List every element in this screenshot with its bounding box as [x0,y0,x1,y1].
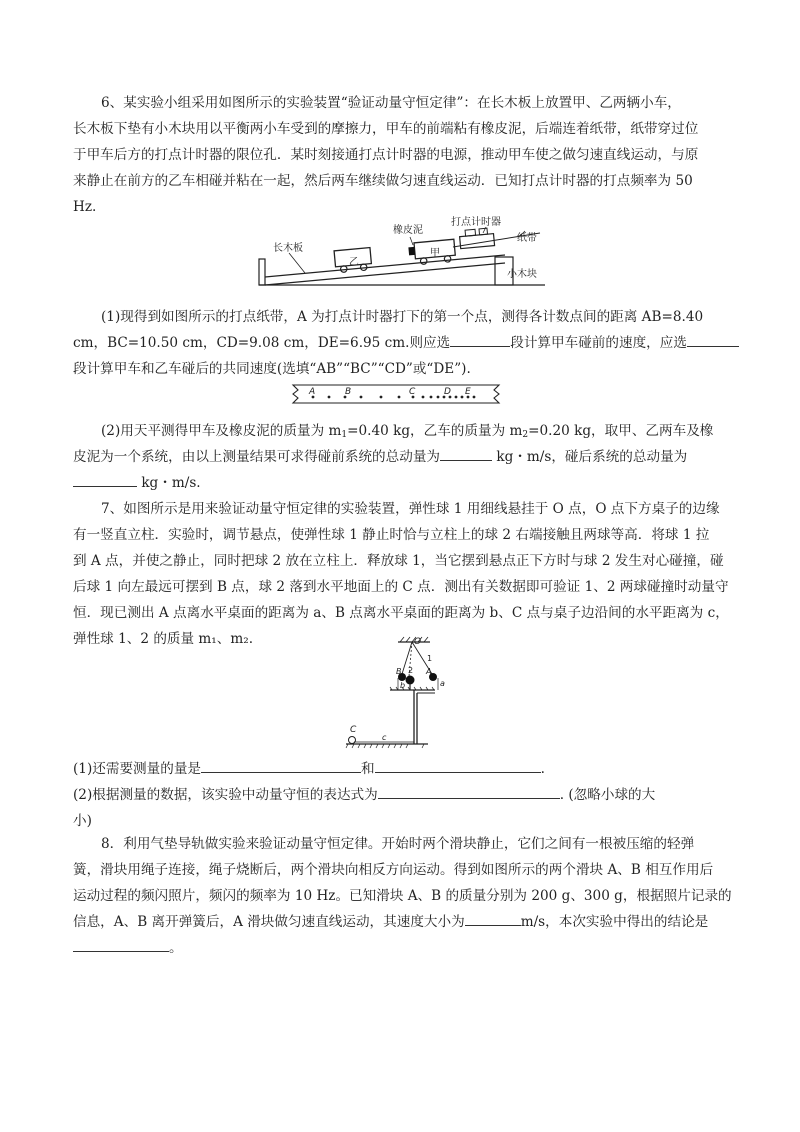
q7-line-6: 弹性球 1、2 的质量 m₁、m₂. [73,631,254,647]
subscript-1: 1 [341,430,348,440]
ticker-tape-figure [289,381,504,407]
label-cart-b: 乙 [349,257,359,268]
q6-line-3: 于甲车后方的打点计时器的限位孔．某时刻接通打点计时器的电源，推动甲车使之做匀速直线运动，与原 [73,147,699,163]
q6p2-line-3 [73,470,729,496]
label-ball-2: 2 [408,666,414,675]
answer-blank-quantity-2[interactable] [375,758,541,773]
q7p1-text-c: . [540,761,545,777]
q6p2-line-2 [73,444,729,470]
label-tape: 纸带 [517,233,537,244]
pendulum-figure [340,636,445,756]
q7p1-text-a: (1)还需要测量的量是 [73,761,202,777]
q6p2-text-c: =0.20 kg，取甲、乙两车及橡 [528,423,714,439]
q8-text-a: 信息，A、B 离开弹簧后，A 滑块做匀速直线运动，其速度大小为 [73,914,465,930]
answer-blank-momentum-after[interactable] [73,472,137,487]
label-C: C [350,725,357,735]
q6p1-line-2 [73,330,729,356]
q7-line-4: 后球 1 向左最远可摆到 B 点，球 2 落到水平地面上的 C 点．测出有关数据即可验证 1、2 两球碰撞时动量守 [73,579,729,595]
q7-line-3: 到 A 点，并使之静止，同时把球 2 放在立柱上．释放球 1，当它摆到悬点正下方时与球 2 发生对心碰撞，碰 [73,553,724,569]
q7p2-text-a: (2)根据测量的数据，该实验中动量守恒的表达式为 [73,787,378,803]
label-b: b [400,681,406,690]
label-O: O [414,637,422,647]
label-a: a [440,679,445,688]
q7p2-line [73,782,729,808]
q6-line-4: 来静止在前方的乙车相碰并粘在一起，然后两车继续做匀速直线运动．已知打点计时器的打点频率为 50 [73,173,693,189]
q6p1-text-a: cm，BC=10.50 cm，CD=9.08 cm，DE=6.95 cm.则应选 [73,335,451,351]
q7p1-line [73,756,729,782]
answer-blank-after-segment[interactable] [687,332,739,347]
cart-apparatus-figure [255,215,555,290]
answer-blank-quantity-1[interactable] [201,758,361,773]
q7-line-2: 有一竖直立柱．实验时，调节悬点，使弹性球 1 静止时恰与立柱上的球 2 右端接触且两球等高．将球 1 拉 [73,527,710,543]
label-B: B [396,667,402,676]
label-block: 小木块 [507,269,537,280]
subscript-2: 2 [522,430,529,440]
q8-line-5 [73,935,729,961]
tape-label-a: A [309,387,316,397]
tape-label-e: E [465,387,471,397]
q8-text-c: 。 [169,940,183,956]
q7-line-5: 恒．现已测出 A 点离水平桌面的距离为 a、B 点离水平桌面的距离为 b、C 点与桌子边沿间的水平距离为 c， [73,605,729,621]
label-c: c [382,733,387,742]
q7p1-text-b: 和 [361,761,375,777]
label-cart-a: 甲 [430,248,440,259]
answer-blank-momentum-before[interactable] [440,446,492,461]
label-A: A [426,667,432,676]
q6-line-5: Hz. [73,199,97,215]
label-board: 长木板 [273,243,303,254]
q8-line-4 [73,909,729,935]
label-ball-1: 1 [427,654,433,663]
q8-line-2: 簧，滑块用绳子连接，绳子烧断后，两个滑块向相反方向运动。得到如图所示的两个滑块 A、B 相互作用后 [73,862,714,878]
tape-label-b: B [345,387,352,397]
tape-label-d: D [444,387,451,397]
question-7 [73,496,729,652]
q6p1-text-b: 段计算甲车碰前的速度，应选 [510,335,687,351]
answer-blank-expression[interactable] [378,784,560,799]
question-8 [73,831,732,961]
label-putty: 橡皮泥 [393,225,423,236]
answer-blank-before-segment[interactable] [450,332,510,347]
q7-line-1: 7、如图所示是用来验证动量守恒定律的实验装置，弹性球 1 用细线悬挂于 O 点，O 点下方桌子的边缘 [101,501,720,517]
q8-line-3: 运动过程的频闪照片，频闪的频率为 10 Hz。已知滑块 A、B 的质量分别为 200 g、300 g，根据照片记录的 [73,888,732,904]
q6p2-text-b: =0.40 kg，乙车的质量为 m [347,423,523,439]
q7p2-line-2: 小) [73,813,92,829]
q6p2-line-1 [73,418,729,444]
q6p1-line-3: 段计算甲车和乙车碰后的共同速度(选填“AB”“BC”“CD”或“DE”). [73,361,471,377]
label-timer: 打点计时器 [451,217,501,228]
question-6 [73,90,729,220]
q6p2-text-f: kg・m/s. [137,475,201,491]
q6p2-text-e: kg・m/s，碰后系统的总动量为 [492,449,688,465]
answer-blank-speed[interactable] [465,911,521,926]
q7p2-text-b: . (忽略小球的大 [559,787,656,803]
q6p2-text-d: 皮泥为一个系统，由以上测量结果可求得碰前系统的总动量为 [73,449,441,465]
q6-line-1: 6、某实验小组采用如图所示的实验装置“验证动量守恒定律”：在长木板上放置甲、乙两辆小车， [101,95,681,111]
q6-part-2 [73,418,729,496]
q8-text-b: m/s，本次实验中得出的结论是 [520,914,709,930]
q6-part-1 [73,304,729,382]
q6p1-line-1: (1)现得到如图所示的打点纸带，A 为打点计时器打下的第一个点，测得各计数点间的距离 AB=8.40 [101,309,704,325]
q8-line-1: 8．利用气垫导轨做实验来验证动量守恒定律。开始时两个滑块静止，它们之间有一根被压缩的轻弹 [101,836,695,852]
tape-label-c: C [409,387,416,397]
answer-blank-conclusion[interactable] [73,937,169,952]
q7-parts [73,756,729,834]
q6-line-2: 长木板下垫有小木块用以平衡两小车受到的摩擦力，甲车的前端粘有橡皮泥，后端连着纸带，纸带穿过位 [73,121,699,137]
q6p2-text-a: (2)用天平测得甲车及橡皮泥的质量为 m [101,423,342,439]
